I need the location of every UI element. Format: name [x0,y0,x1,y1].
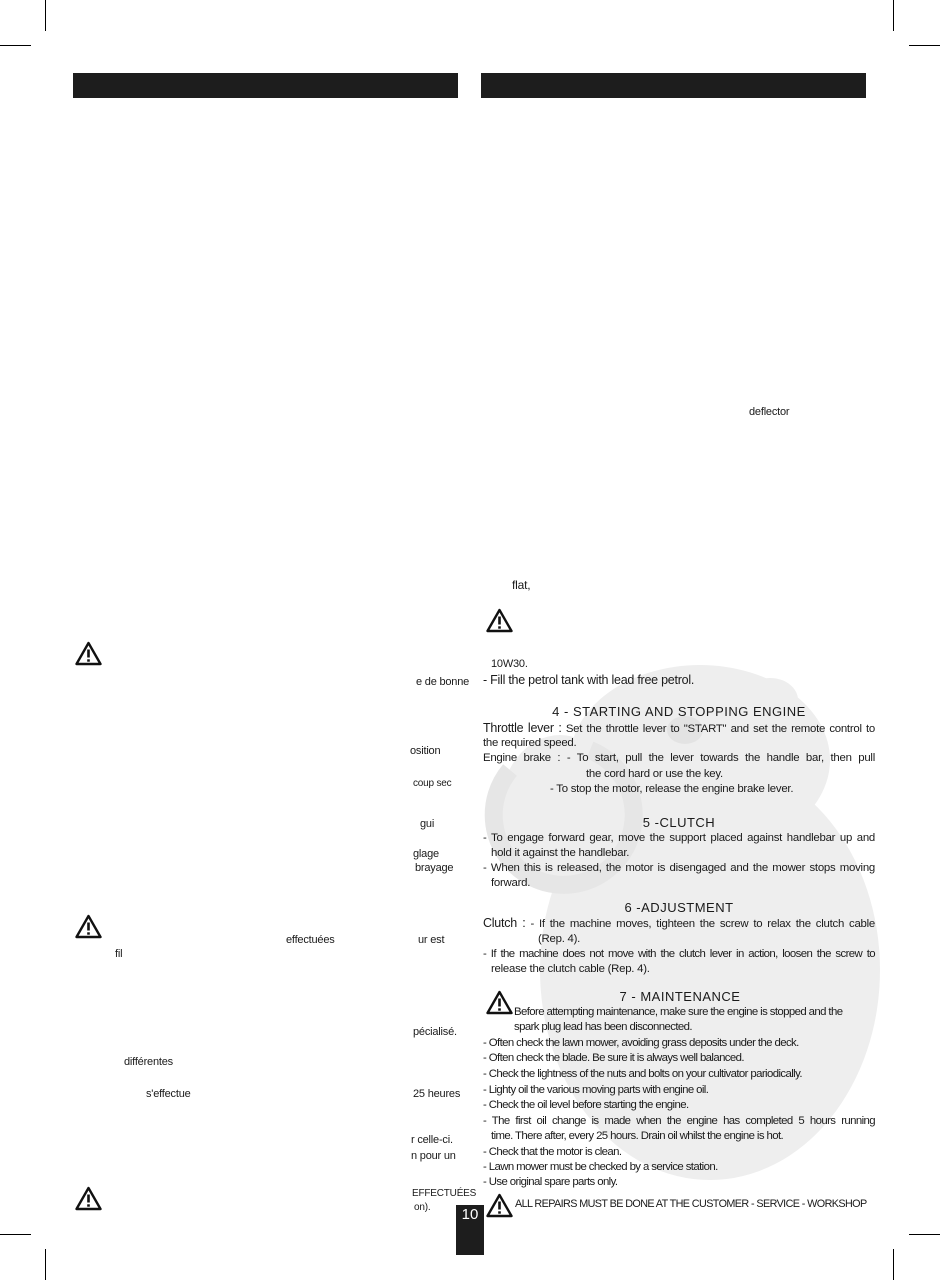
maintenance-item: - Check the lightness of the nuts and bolts on your cultivator pariodically. [483,1068,802,1080]
page-number: 10 [461,1206,479,1223]
warning-icon [486,1193,513,1218]
crop-mark [909,1234,940,1235]
left-fragment: brayage [415,862,454,874]
clutch-line-2: hold it against the handlebar. [491,847,630,859]
repairs-footer: ALL REPAIRS MUST BE DONE AT THE CUSTOMER - SERVICE - WORKSHOP [515,1198,867,1210]
adjust-line-2: (Rep. 4). [538,933,581,945]
crop-mark [0,45,31,46]
clutch-label: Clutch : [483,916,526,930]
maintenance-item: - Lawn mower must be checked by a service station. [483,1161,718,1173]
maintenance-item: - Often check the lawn mower, avoiding grass deposits under the deck. [483,1037,799,1049]
adjust-line-4: release the clutch cable (Rep. 4). [491,963,650,975]
adjust-text: - If the machine moves, tighteen the screw to relax the clutch cable [530,918,875,930]
crop-mark [893,0,894,31]
brake-label: Engine brake : [483,752,561,764]
warning-icon [75,914,102,939]
crop-mark [909,45,940,46]
page-number-tab [456,1205,484,1255]
crop-mark [45,0,46,31]
left-header-bar [73,73,458,98]
left-fragment: on). [414,1202,431,1213]
clutch-line-4: forward. [491,877,531,889]
maintenance-item: - Check the oil level before starting the engine. [483,1099,689,1111]
crop-mark [0,1234,31,1235]
warning-icon [75,1186,102,1211]
left-fragment: ur est [418,934,445,946]
warning-icon [486,990,513,1015]
brake-line-3: - To stop the motor, release the engine brake lever. [550,783,794,795]
fill-petrol-line: - Fill the petrol tank with lead free petrol. [483,673,695,687]
brake-line-2: the cord hard or use the key. [586,768,723,780]
throttle-line [483,721,875,736]
maintenance-warning-2: spark plug lead has been disconnected. [514,1021,692,1033]
brake-line [483,751,875,765]
section-4-title: 4 - STARTING AND STOPPING ENGINE [552,704,806,719]
left-fragment: effectuées [286,934,335,946]
warning-icon [75,641,102,666]
maintenance-item: - Often check the blade. Be sure it is always well balanced. [483,1052,744,1064]
left-fragment: pécialisé. [413,1026,457,1038]
left-fragment: n pour un [411,1150,456,1162]
left-fragment: r celle-ci. [411,1134,453,1146]
maintenance-item: - Lighty oil the various moving parts with engine oil. [483,1084,709,1096]
oil-grade: 10W30. [491,658,528,670]
left-fragment: coup sec [413,778,452,789]
left-fragment: EFFECTUÉES [412,1188,477,1199]
section-7-title: 7 - MAINTENANCE [619,989,741,1004]
left-fragment: gui [420,818,435,830]
maintenance-item: time. There after, every 25 hours. Drain oil whilst the engine is hot. [491,1130,784,1142]
left-fragment: fil [115,948,123,960]
crop-mark [45,1249,46,1280]
deflector-fragment: deflector [749,406,790,418]
adjust-line-1 [483,916,875,931]
left-fragment: 25 heures [413,1088,461,1100]
flat-fragment: flat, [512,578,531,592]
clutch-line-1: - To engage forward gear, move the support placed against handlebar up and [483,832,875,844]
maintenance-item: - Check that the motor is clean. [483,1146,622,1158]
throttle-line-2: the required speed. [483,737,577,749]
maintenance-item: - Use original spare parts only. [483,1176,618,1188]
brake-text: - To start, pull the lever towards the handle bar, then pull [566,752,875,764]
section-5-title: 5 -CLUTCH [642,815,716,830]
right-header-bar [481,73,866,98]
crop-mark [893,1249,894,1280]
throttle-label: Throttle lever : [483,721,562,735]
maintenance-warning-1: Before attempting maintenance, make sure the engine is stopped and the [514,1006,843,1018]
maintenance-item: - The first oil change is made when the engine has completed 5 hours running [483,1115,875,1127]
warning-icon [486,608,513,633]
clutch-line-3: - When this is released, the motor is disengaged and the mower stops moving [483,862,875,874]
left-fragment: différentes [124,1056,173,1068]
throttle-text: Set the throttle lever to "START" and set the remote control to [565,723,875,735]
left-fragment: s'effectue [146,1088,191,1100]
left-fragment: e de bonne [416,676,470,688]
left-fragment: glage [413,848,439,860]
section-6-title: 6 -ADJUSTMENT [624,900,734,915]
left-fragment: osition [410,745,441,757]
adjust-line-3: - If the machine does not move with the clutch lever in action, loosen the screw to [483,948,875,960]
